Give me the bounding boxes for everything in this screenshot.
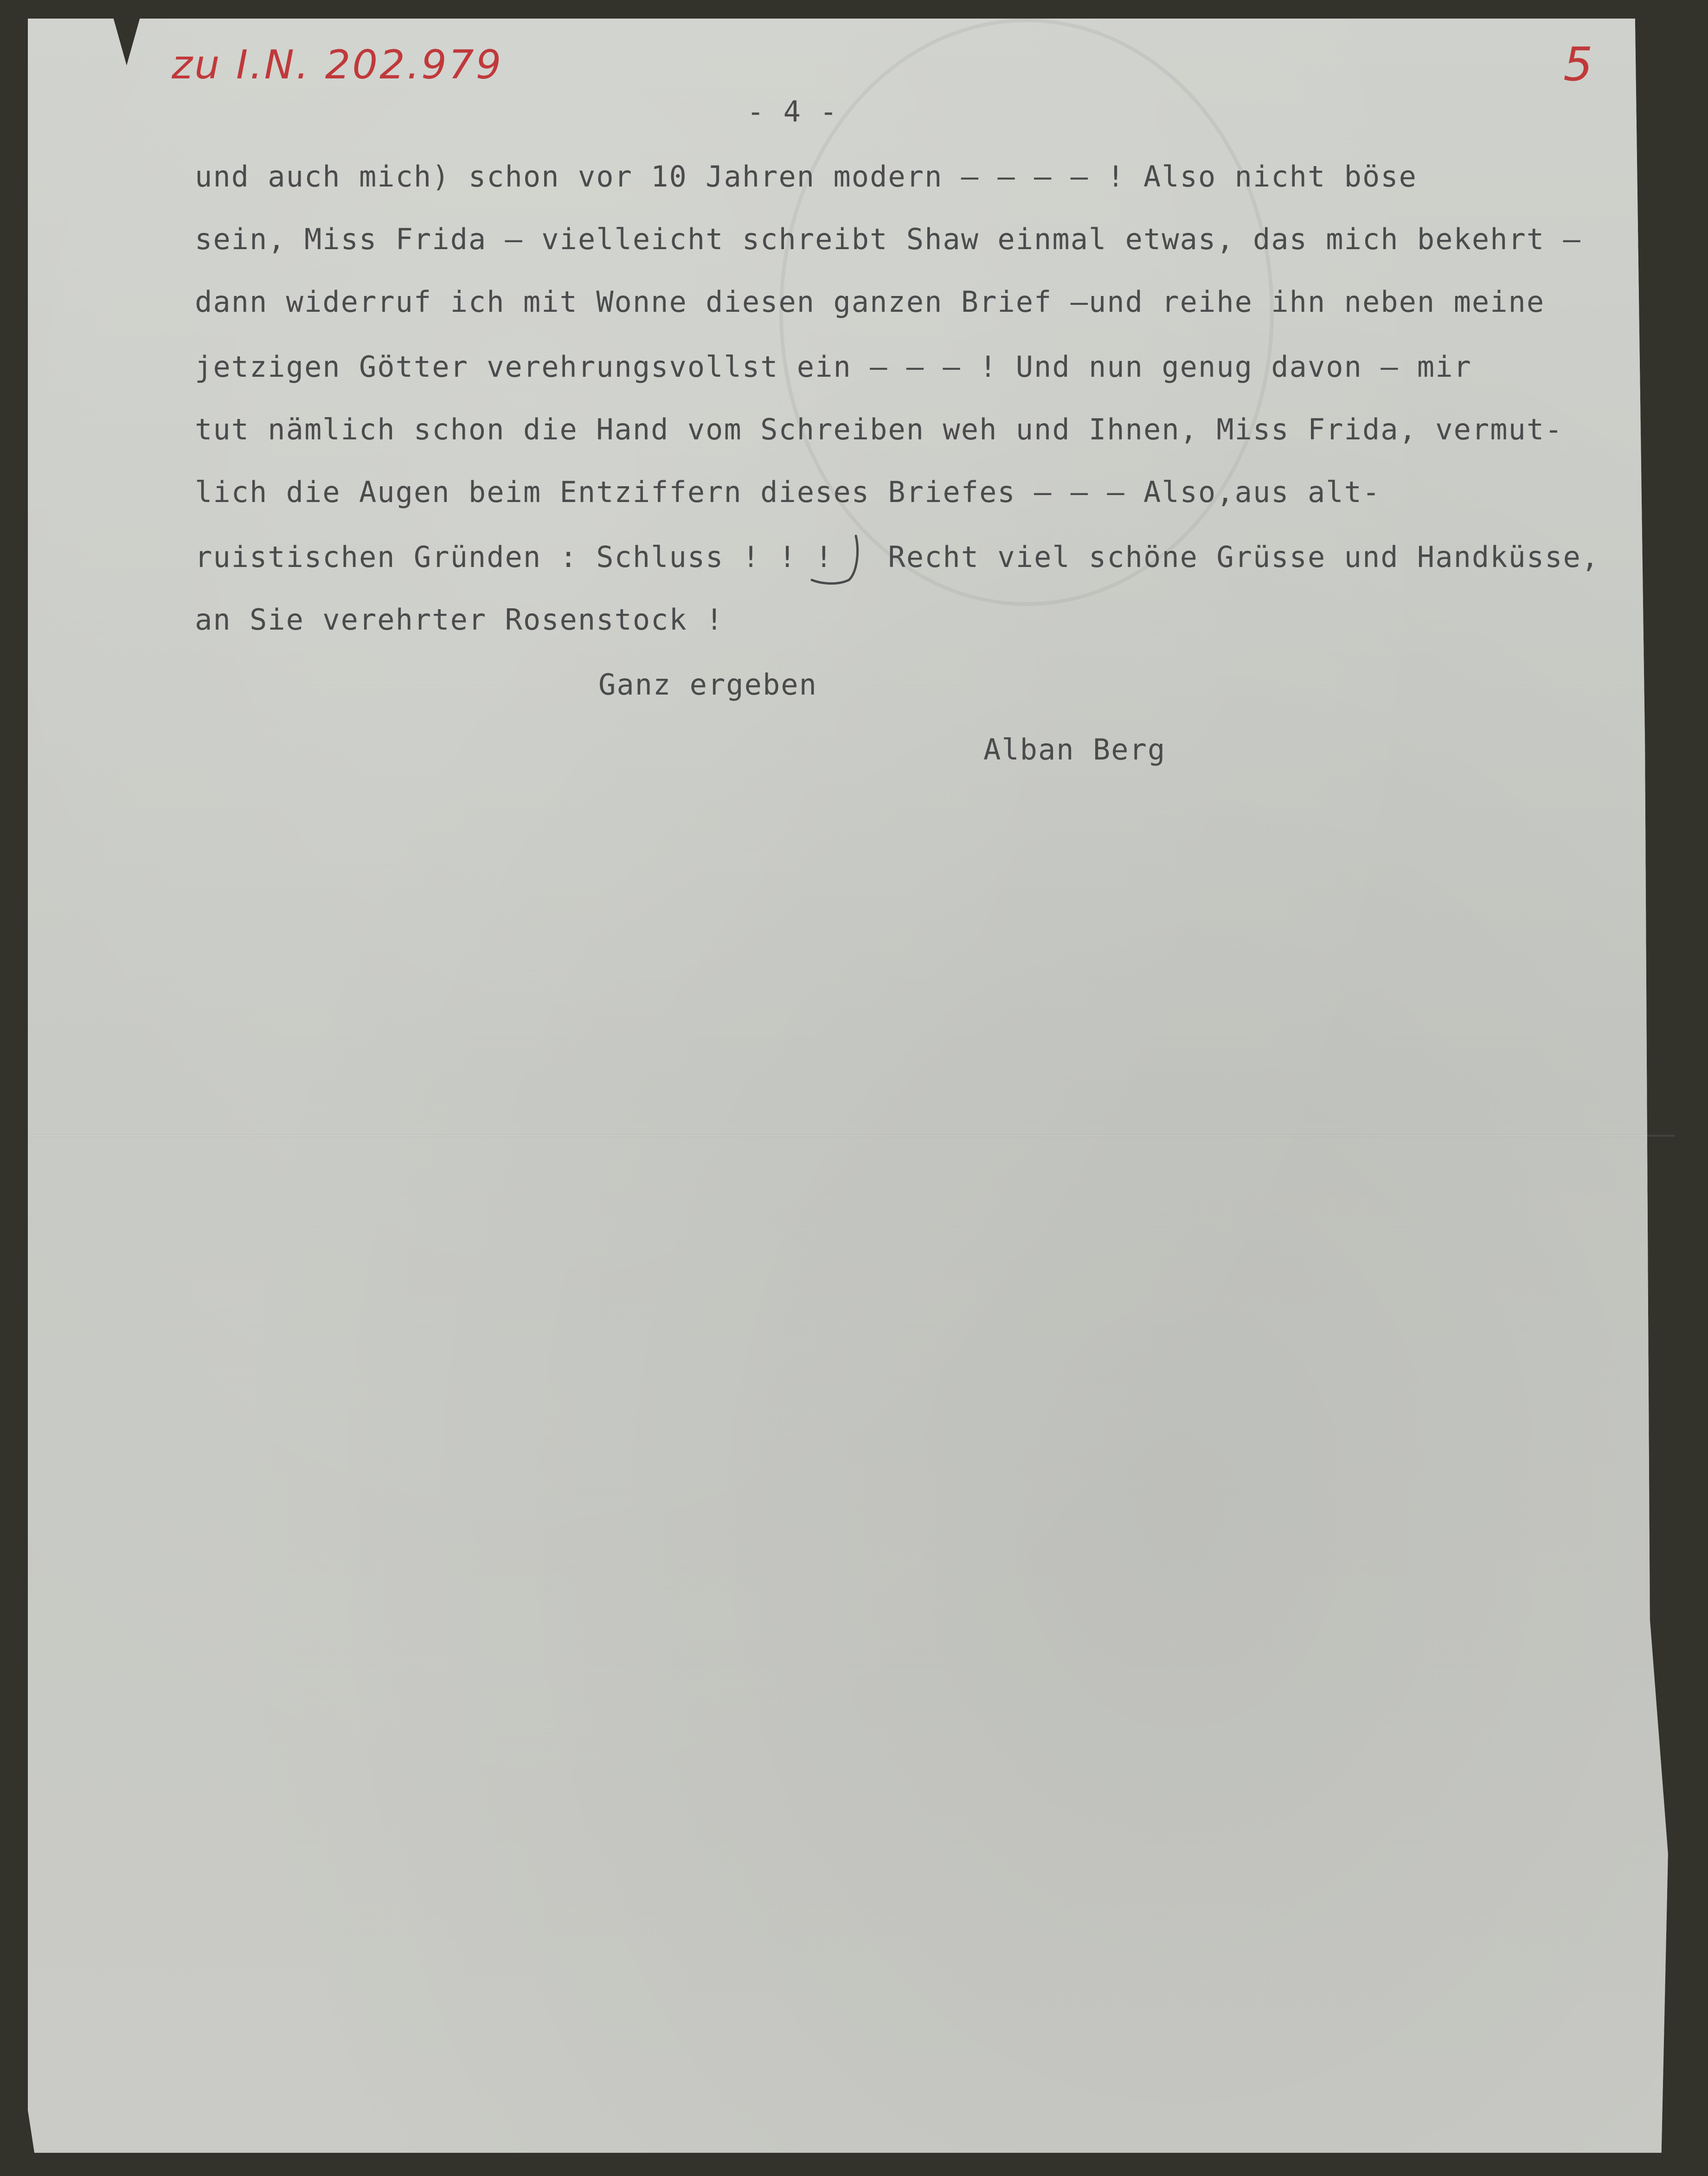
letter-line: ruistischen Gründen : Schluss ! ! ! Recht viel schöne Grüsse und Handküsse,	[195, 540, 1600, 574]
letter-line: tut nämlich schon die Hand vom Schreiben weh und Ihnen, Miss Frida, vermut-	[195, 412, 1563, 446]
letter-line: sein, Miss Frida — vielleicht schreibt Shaw einmal etwas, das mich bekehrt —	[195, 222, 1581, 256]
letter-line: jetzigen Götter verehrungsvollst ein — — — ! Und nun genug davon — mir	[195, 350, 1472, 384]
closing-phrase: Ganz ergeben	[598, 668, 817, 702]
handwritten-bracket-mark	[805, 534, 865, 589]
letter-line: dann widerruf ich mit Wonne diesen ganzen Brief —und reihe ihn neben meine	[195, 285, 1545, 319]
page-number: - 4 -	[747, 95, 838, 129]
letter-line: und auch mich) schon vor 10 Jahren modern — — — — ! Also nicht böse	[195, 160, 1417, 193]
shelfmark-annotation: zu I.N. 202.979	[172, 42, 503, 88]
signature-name: Alban Berg	[983, 733, 1166, 766]
letter-line: lich die Augen beim Entziffern dieses Briefes — — — Also,aus alt-	[195, 475, 1381, 509]
letter-line: an Sie verehrter Rosenstock !	[195, 603, 724, 637]
folio-number: 5	[1563, 37, 1593, 91]
paper-fold-line	[28, 1134, 1675, 1137]
